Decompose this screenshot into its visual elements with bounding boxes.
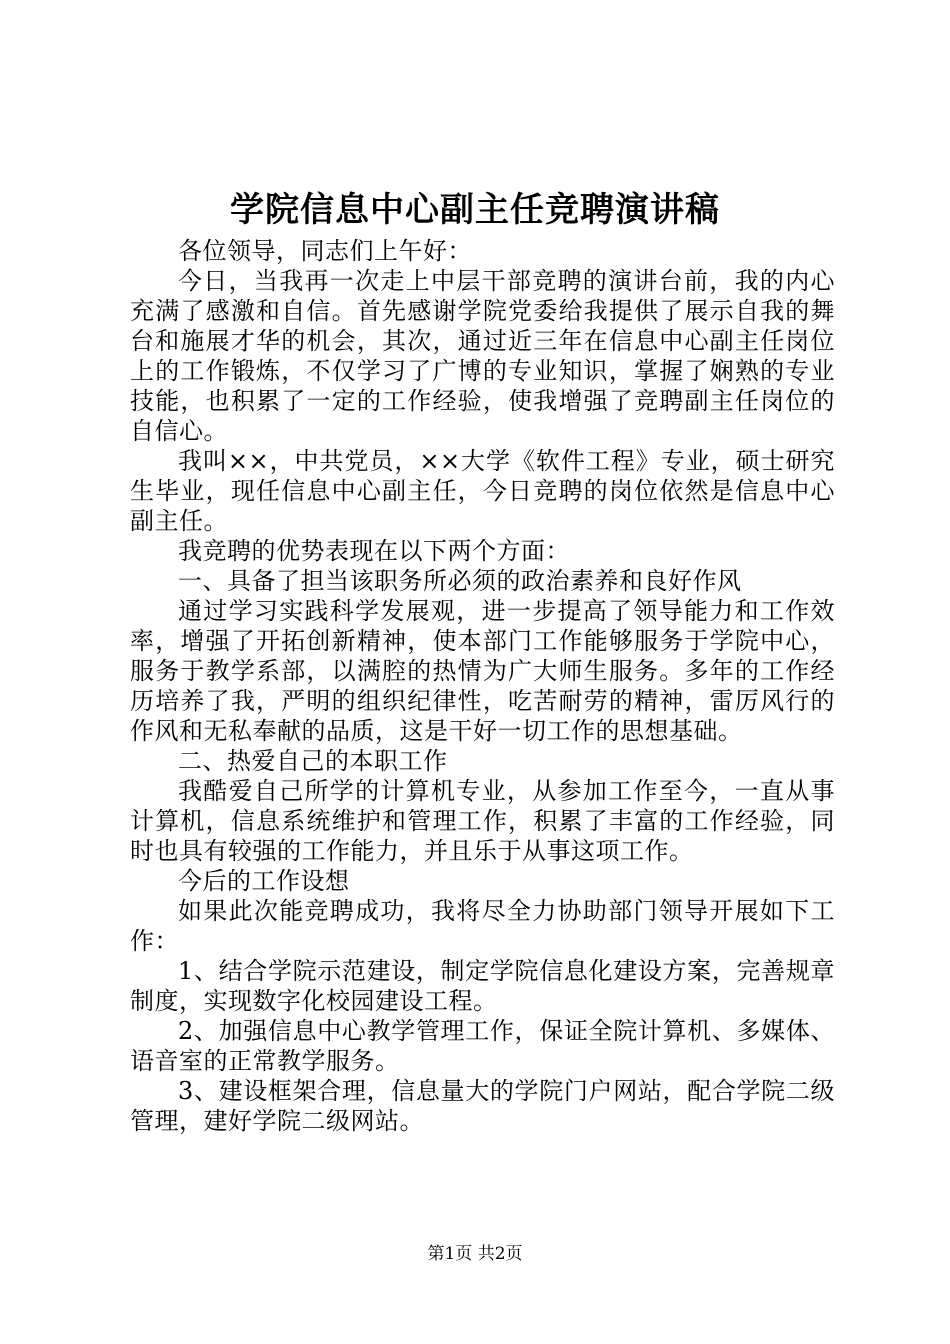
section-heading-1: 一、具备了担当该职务所必须的政治素养和良好作风 [178, 567, 742, 595]
page-number-footer: 第1页 共2页 [427, 1244, 523, 1264]
document-title: 学院信息中心副主任竞聘演讲稿 [230, 190, 720, 230]
paragraph-advantages-heading: 我竞聘的优势表现在以下两个方面： [178, 537, 570, 565]
list-item-2: 2、加强信息中心教学管理工作，保证全院计算机、多媒体、语音室的正常教学服务。 [130, 1017, 835, 1075]
section-heading-2: 二、热爱自己的本职工作 [178, 747, 448, 775]
paragraph-section-2: 我酷爱自己所学的计算机专业，从参加工作至今，一直从事计算机，信息系统维护和管理工作，积累了丰富的工作经验，同时也具有较强的工作能力，并且乐于从事这项工作。 [130, 777, 835, 865]
paragraph-greeting: 各位领导，同志们上午好： [178, 237, 472, 265]
paragraph-self-introduction: 我叫××，中共党员，××大学《软件工程》专业，硕士研究生毕业，现任信息中心副主任，今日竞聘的岗位依然是信息中心副主任。 [130, 447, 835, 535]
list-item-3: 3、建设框架合理，信息量大的学院门户网站，配合学院二级管理，建好学院二级网站。 [130, 1077, 835, 1135]
list-item-1: 1、结合学院示范建设，制定学院信息化建设方案，完善规章制度，实现数字化校园建设工程。 [130, 957, 835, 1015]
section-heading-plans: 今后的工作设想 [178, 867, 350, 895]
paragraph-section-1: 通过学习实践科学发展观，进一步提高了领导能力和工作效率，增强了开拓创新精神，使本部门工作能够服务于学院中心，服务于教学系部，以满腔的热情为广大师生服务。多年的工作经历培养了我，严明的组织纪律性，吃苦耐劳的精神，雷厉风行的作风和无私奉献的品质，这是干好一切工作的思想基础。 [130, 597, 835, 745]
document-body [130, 236, 835, 1136]
paragraph-intro: 今日，当我再一次走上中层干部竞聘的演讲台前，我的内心充满了感激和自信。首先感谢学院党委给我提供了展示自我的舞台和施展才华的机会，其次，通过近三年在信息中心副主任岗位上的工作锻炼，不仅学习了广博的专业知识，掌握了娴熟的专业技能，也积累了一定的工作经验，使我增强了竞聘副主任岗位的自信心。 [130, 267, 835, 445]
paragraph-plans-intro: 如果此次能竞聘成功，我将尽全力协助部门领导开展如下工作： [130, 897, 835, 955]
